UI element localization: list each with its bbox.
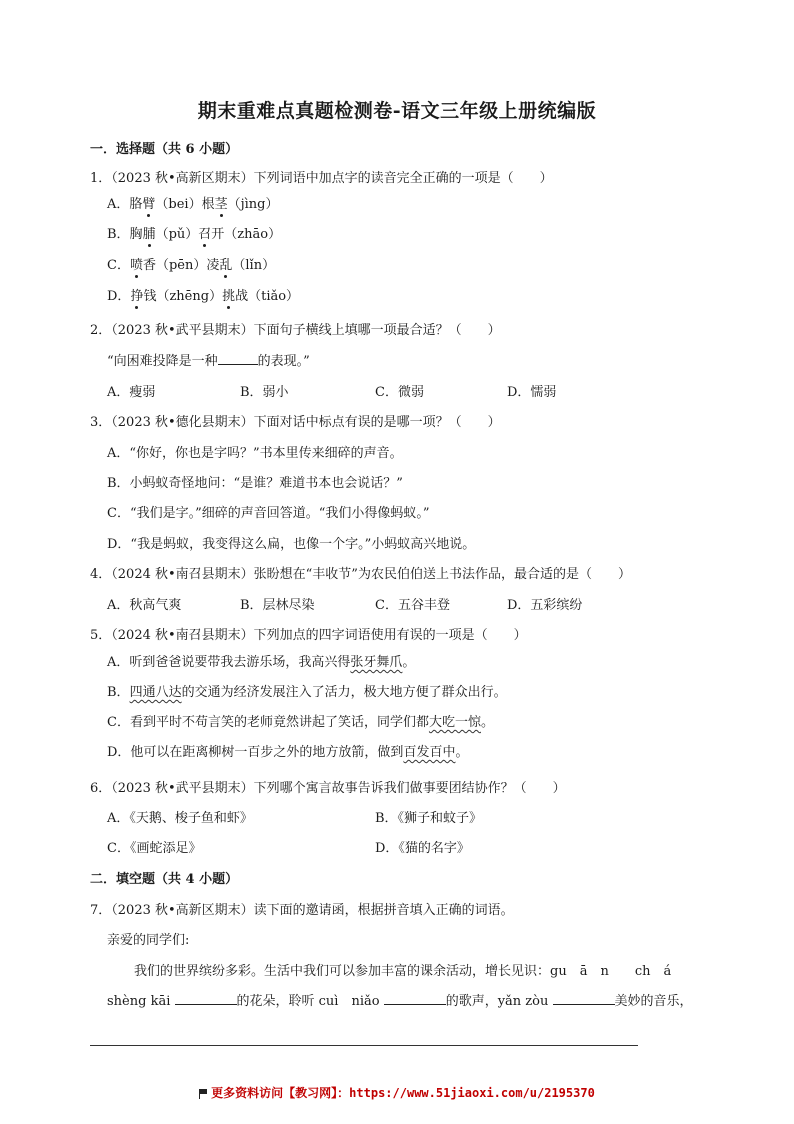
question-4-option-a: A．秋高气爽	[107, 598, 182, 613]
question-5-stem: 5．（2024 秋•南召县期末）下列加点的四字词语使用有误的一项是（ ）	[90, 628, 527, 643]
question-2-option-c: C．微弱	[375, 385, 424, 400]
question-4-option-c: C．五谷丰登	[375, 598, 450, 613]
question-6-option-b: B．《狮子和蚊子》	[375, 811, 483, 826]
question-3-option-d: D．“我是蚂蚁，我变得这么扁，也像一个字。”小蚂蚁高兴地说。	[107, 537, 476, 552]
answer-blank	[175, 992, 237, 1005]
question-1-option-c: C．喷香（pēn）凌乱（lǐn）	[107, 258, 276, 273]
question-3-option-a: A．“你好，你也是字吗？”书本里传来细碎的声音。	[107, 446, 403, 461]
footer-link[interactable]: 更多资料访问【教习网】：https://www.51jiaoxi.com/u/2195370	[0, 1084, 794, 1101]
question-6-stem: 6．（2023 秋•武平县期末）下列哪个寓言故事告诉我们做事要团结协作？（ ）	[90, 781, 566, 796]
section-heading-choice: 一．选择题（共 6 小题）	[90, 142, 239, 157]
answer-blank	[553, 992, 615, 1005]
question-6-option-a: A．《天鹅、梭子鱼和虾》	[107, 811, 253, 826]
question-2-option-d: D．懦弱	[507, 385, 557, 400]
question-4-option-d: D．五彩缤纷	[507, 598, 583, 613]
question-5-option-b: B．四通八达的交通为经济发展注入了活力，极大地方便了群众出行。	[107, 685, 507, 700]
flag-icon	[199, 1089, 207, 1098]
page-divider	[90, 1045, 638, 1046]
page-title: 期末重难点真题检测卷-语文三年级上册统编版	[197, 100, 597, 122]
question-5-option-a: A．听到爸爸说要带我去游乐场，我高兴得张牙舞爪。	[107, 655, 416, 670]
answer-blank	[218, 352, 258, 365]
question-4-stem: 4．（2024 秋•南召县期末）张盼想在“丰收节”为农民伯伯送上书法作品，最合适的是（ ）	[90, 567, 631, 582]
invitation-line-2: shèng kāi 的花朵，聆听 cuì niǎo 的歌声，yǎn zòu 美妙的音乐，	[107, 994, 693, 1009]
question-2-option-b: B．弱小	[240, 385, 289, 400]
question-7-stem: 7．（2023 秋•高新区期末）读下面的邀请函，根据拼音填入正确的词语。	[90, 903, 514, 918]
question-2-option-a: A．瘦弱	[107, 385, 156, 400]
question-4-option-b: B．层林尽染	[240, 598, 315, 613]
invitation-line-1: 我们的世界缤纷多彩。生活中我们可以参加丰富的课余活动，增长见识：gu ā n ch á	[134, 964, 672, 979]
question-1-stem: 1．（2023 秋•高新区期末）下列词语中加点字的读音完全正确的一项是（ ）	[90, 171, 553, 186]
question-6-option-d: D．《猫的名字》	[375, 841, 470, 856]
question-3-option-c: C．“我们是字。”细碎的声音回答道。“我们小得像蚂蚁。”	[107, 506, 430, 521]
question-2-stem: 2．（2023 秋•武平县期末）下面句子横线上填哪一项最合适？（ ）	[90, 323, 501, 338]
invitation-greeting: 亲爱的同学们:	[107, 933, 190, 948]
question-6-option-c: C．《画蛇添足》	[107, 841, 202, 856]
question-2-sentence: “向困难投降是一种 的表现。”	[107, 354, 310, 369]
question-1-option-d: D．挣钱（zhēng）挑战（tiǎo）	[107, 289, 300, 304]
question-5-option-d: D．他可以在距离柳树一百步之外的地方放箭，做到百发百中。	[107, 745, 469, 760]
question-1-option-b: B．胸脯（pǔ）召开（zhāo）	[107, 227, 282, 242]
answer-blank	[384, 992, 446, 1005]
question-5-option-c: C．看到平时不苟言笑的老师竟然讲起了笑话，同学们都大吃一惊。	[107, 715, 494, 730]
question-3-stem: 3．（2023 秋•德化县期末）下面对话中标点有误的是哪一项？（ ）	[90, 415, 501, 430]
question-1-option-a: A．胳臂（bei）根茎（jìng）	[107, 197, 279, 212]
question-3-option-b: B．小蚂蚁奇怪地问：“是谁？难道书本也会说话？”	[107, 476, 403, 491]
section-heading-fill: 二．填空题（共 4 小题）	[90, 872, 239, 887]
